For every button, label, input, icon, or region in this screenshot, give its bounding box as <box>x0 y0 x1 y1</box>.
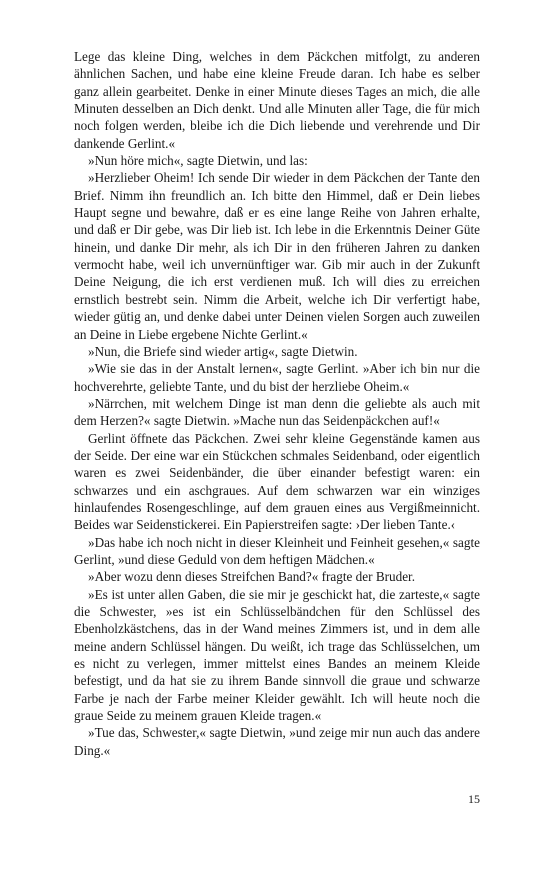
page-number: 15 <box>468 792 480 806</box>
paragraph: »Herzlieber Oheim! Ich sende Dir wieder in dem Päckchen der Tante den Brief. Nimm ihn freundlich an. Ich bitte den Himmel, daß er Dein liebes Haupt segne und bewahre, daß er es eine lange Reihe von Jahren erhalte, und daß er Dir gebe, was Dir lieb ist. Ich lebe in die Erkenntnis Deiner Güte hinein, und danke Dir mehr, als ich Dir in den früheren Jahren zu danken vermocht habe, weil ich unvernünftiger war. Gib mir auch in der Zukunft Deine Neigung, die ich erst verdienen muß. Ich will dies zu erreichen ernstlich bestrebt sein. Nimm die Arbeit, welche ich Dir verfertigt habe, wieder gütig an, und denke dabei unter Deinen vielen Sorgen auch zuweilen an Deine in Liebe ergebene Nichte Gerlint.« <box>74 170 480 342</box>
paragraph: »Nun, die Briefe sind wieder artig«, sagte Dietwin. <box>88 343 358 359</box>
paragraph: »Aber wozu denn dieses Streifchen Band?« fragte der Bruder. <box>88 569 416 585</box>
paragraph: Gerlint öffnete das Päckchen. Zwei sehr kleine Gegenstände kamen aus der Seide. Der eine war ein Stückchen schmales Seidenband, oder eigentlich waren es zwei Seidenbänder, die über einander befestigt waren: ein schwarzes und ein aschgraues. Auf dem schwarzen war ein winziges hinlaufendes Rosengeschlinge, auf dem grauen eines aus Vergißmeinnicht. Beides war Seidenstickerei. Ein Papierstreifen sagte: ›Der lieben Tante.‹ <box>74 430 480 533</box>
paragraph: »Tue das, Schwester,« sagte Dietwin, »und zeige mir nun auch das andere Ding.« <box>74 725 480 758</box>
paragraph: »Das habe ich noch nicht in dieser Kleinheit und Feinheit gesehen,« sagte Gerlint, »und diese Geduld von dem heftigen Mädchen.« <box>74 534 480 567</box>
paragraph: »Wie sie das in der Anstalt lernen«, sagte Gerlint. »Aber ich bin nur die hochverehrte, geliebte Tante, und du bist der herzliebe Oheim.« <box>74 361 480 394</box>
paragraph: Lege das kleine Ding, welches in dem Päckchen mitfolgt, zu anderen ähnlichen Sachen, und habe eine kleine Freude daran. Ich habe es selber ganz allein gearbeitet. Denke in einer Minute dieses Tages an mich, die alle Minuten desselben an Dich denkt. Und alle Minuten aller Tage, die für mich noch folgen werden, bleibe ich die Dich liebende und verehrende und Dir dankende Gerlint.« <box>74 49 480 151</box>
body-text <box>74 48 480 759</box>
paragraph: »Nun höre mich«, sagte Dietwin, und las: <box>88 153 308 169</box>
paragraph: »Närrchen, mit welchem Dinge ist man denn die geliebte als auch mit dem Herzen?« sagte Dietwin. »Mache nun das Seidenpäckchen auf!« <box>74 395 480 429</box>
paragraph: »Es ist unter allen Gaben, die sie mir je geschickt hat, die zarteste,« sagte die Schwester, »es ist ein Schlüsselbändchen für den Schlüssel des Ebenholzkästchens, das in der Wand meines Zimmers ist, und in dem alle meine andern Schlüssel hängen. Du weißt, ich trage das Schlüsselchen, um es nicht zu verlegen, immer mittelst eines Bandes an meinem Kleide befestigt, und da hat sie zu ihrem Bande sinnvoll die graue und schwarze Farbe je nach der Farbe meiner Kleider gewählt. Ich will heute noch die graue Seide zu meinem grauen Kleide tragen.« <box>74 586 480 724</box>
